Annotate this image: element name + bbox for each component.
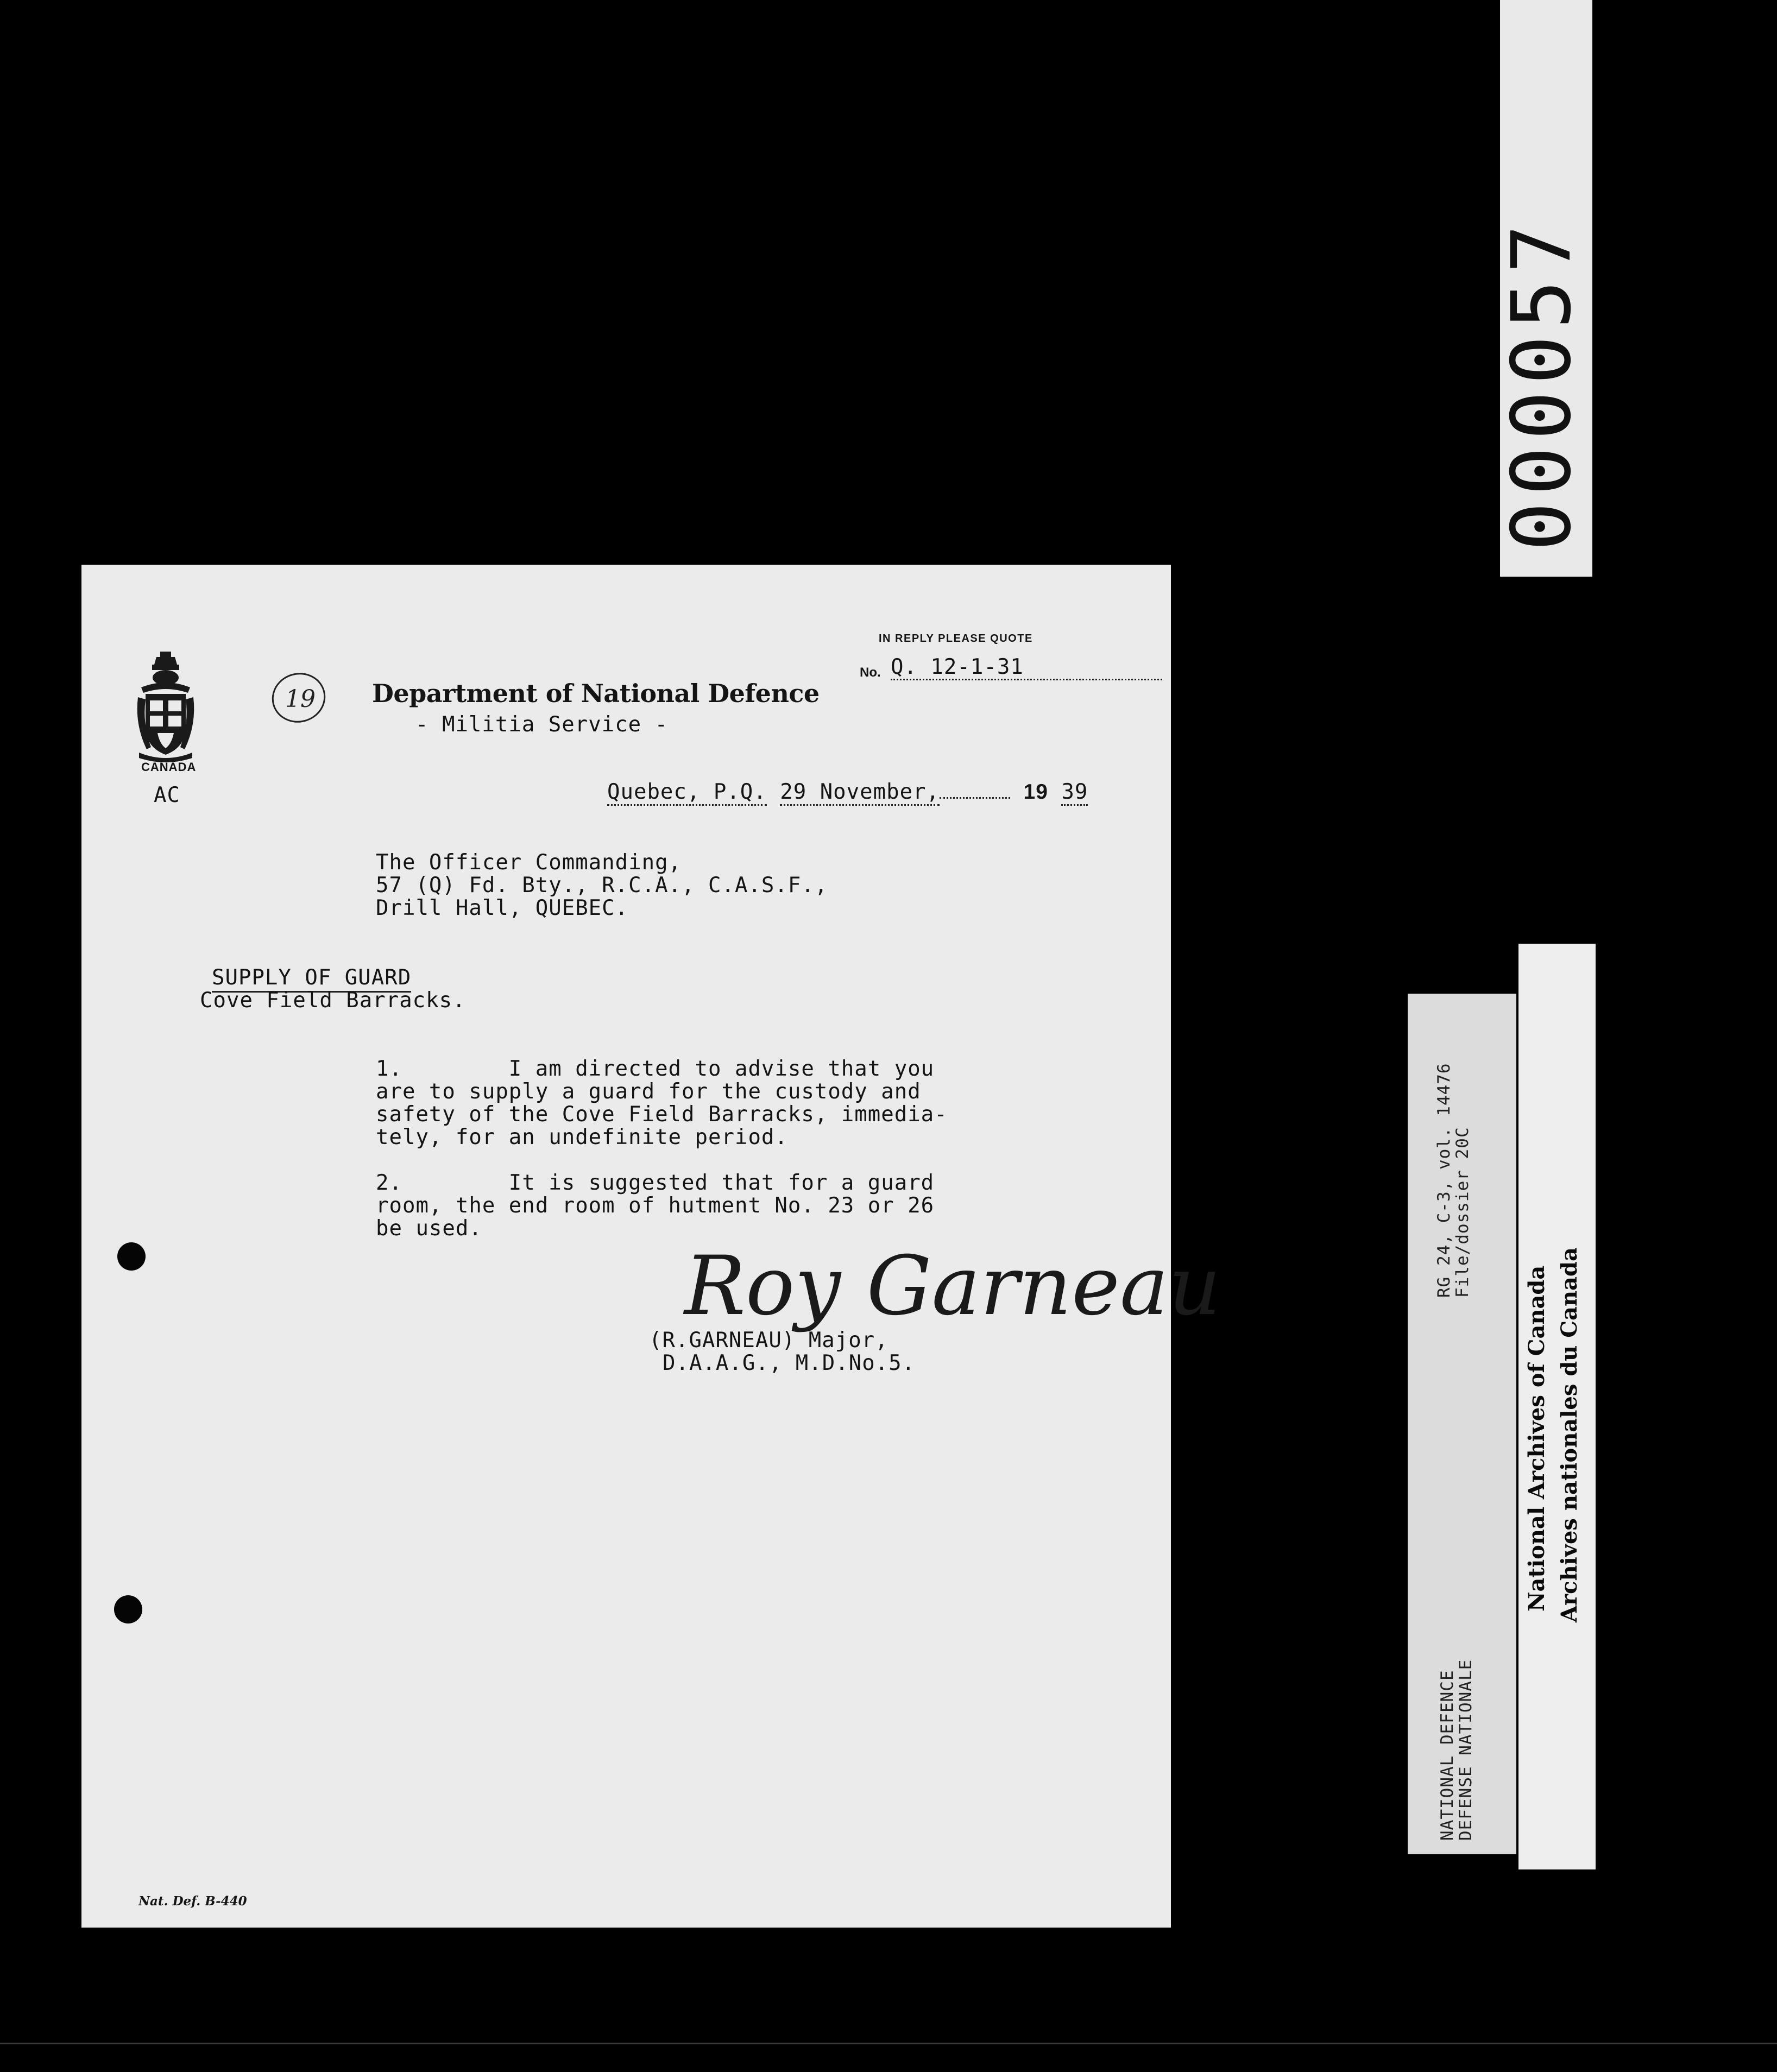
frame-number-strip — [1495, 0, 1592, 577]
reference-number: Q. 12-1-31 — [891, 655, 1024, 679]
date-line — [607, 781, 1088, 804]
department-subtitle: - Militia Service - — [415, 712, 669, 737]
svg-text:000057: 000057 — [1495, 218, 1589, 551]
date-year: 39 — [1061, 780, 1088, 806]
addressee-line-2: 57 (Q) Fd. Bty., R.C.A., C.A.S.F., — [376, 873, 828, 898]
department-title: Department of National Defence — [372, 679, 820, 708]
national-archives-en: National Archives of Canada — [1524, 1265, 1549, 1612]
punch-hole-bottom — [114, 1595, 142, 1624]
reference-number-line — [891, 656, 1162, 680]
reply-quote-label: IN REPLY PLEASE QUOTE — [879, 633, 1033, 645]
subject-heading — [212, 966, 411, 989]
reference-number-label: No. — [860, 665, 881, 680]
addressee-line-1: The Officer Commanding, — [376, 850, 682, 875]
archive-ref-line-2: File/dossier 20C — [1453, 1127, 1472, 1298]
date-day-month: 29 November, — [780, 780, 940, 806]
archive-label-national-archives — [1518, 944, 1596, 1869]
folio-number-circle — [269, 668, 329, 728]
initials: AC — [154, 783, 180, 807]
svg-text:19: 19 — [285, 685, 316, 713]
punch-hole-top — [117, 1242, 146, 1271]
svg-text:Roy Garneau: Roy Garneau — [684, 1239, 1221, 1334]
addressee-line-3: Drill Hall, QUEBEC. — [376, 896, 629, 920]
paragraph-1: 1. I am directed to advise that you are to supply a guard for the custody and safety of the Cove Field Barracks, immedia- tely, for an undefinite period. — [376, 1057, 948, 1149]
film-edge-line — [0, 2043, 1777, 2044]
canada-coat-of-arms — [136, 652, 196, 763]
subject-text: SUPPLY OF GUARD — [212, 965, 411, 993]
national-archives-fr: Archives nationales du Canada — [1557, 1247, 1582, 1622]
frame-number — [1495, 0, 1592, 577]
letter-page — [81, 565, 1221, 1928]
signatory-title: D.A.A.G., M.D.No.5. — [663, 1351, 916, 1375]
archive-dept-line-1: NATIONAL DEFENCE — [1438, 1670, 1457, 1841]
date-place: Quebec, P.Q. — [607, 780, 767, 806]
archive-ref-line-1: RG 24, C-3, vol. 14476 — [1434, 1063, 1454, 1298]
paragraph-2: 2. It is suggested that for a guard room, the end room of hutment No. 23 or 26 be used. — [376, 1171, 935, 1241]
archive-dept-line-2: DEFENSE NATIONALE — [1456, 1659, 1476, 1841]
archive-label-reference — [1408, 994, 1516, 1854]
crest-caption: CANADA — [141, 760, 197, 774]
signatory-name: (R.GARNEAU) Major, — [649, 1328, 888, 1353]
subject-subheading: Cove Field Barracks. — [200, 988, 466, 1013]
date-dotted-fill — [940, 797, 1010, 799]
date-century: 19 — [1023, 780, 1048, 804]
form-number: Nat. Def. B-440 — [138, 1894, 247, 1909]
